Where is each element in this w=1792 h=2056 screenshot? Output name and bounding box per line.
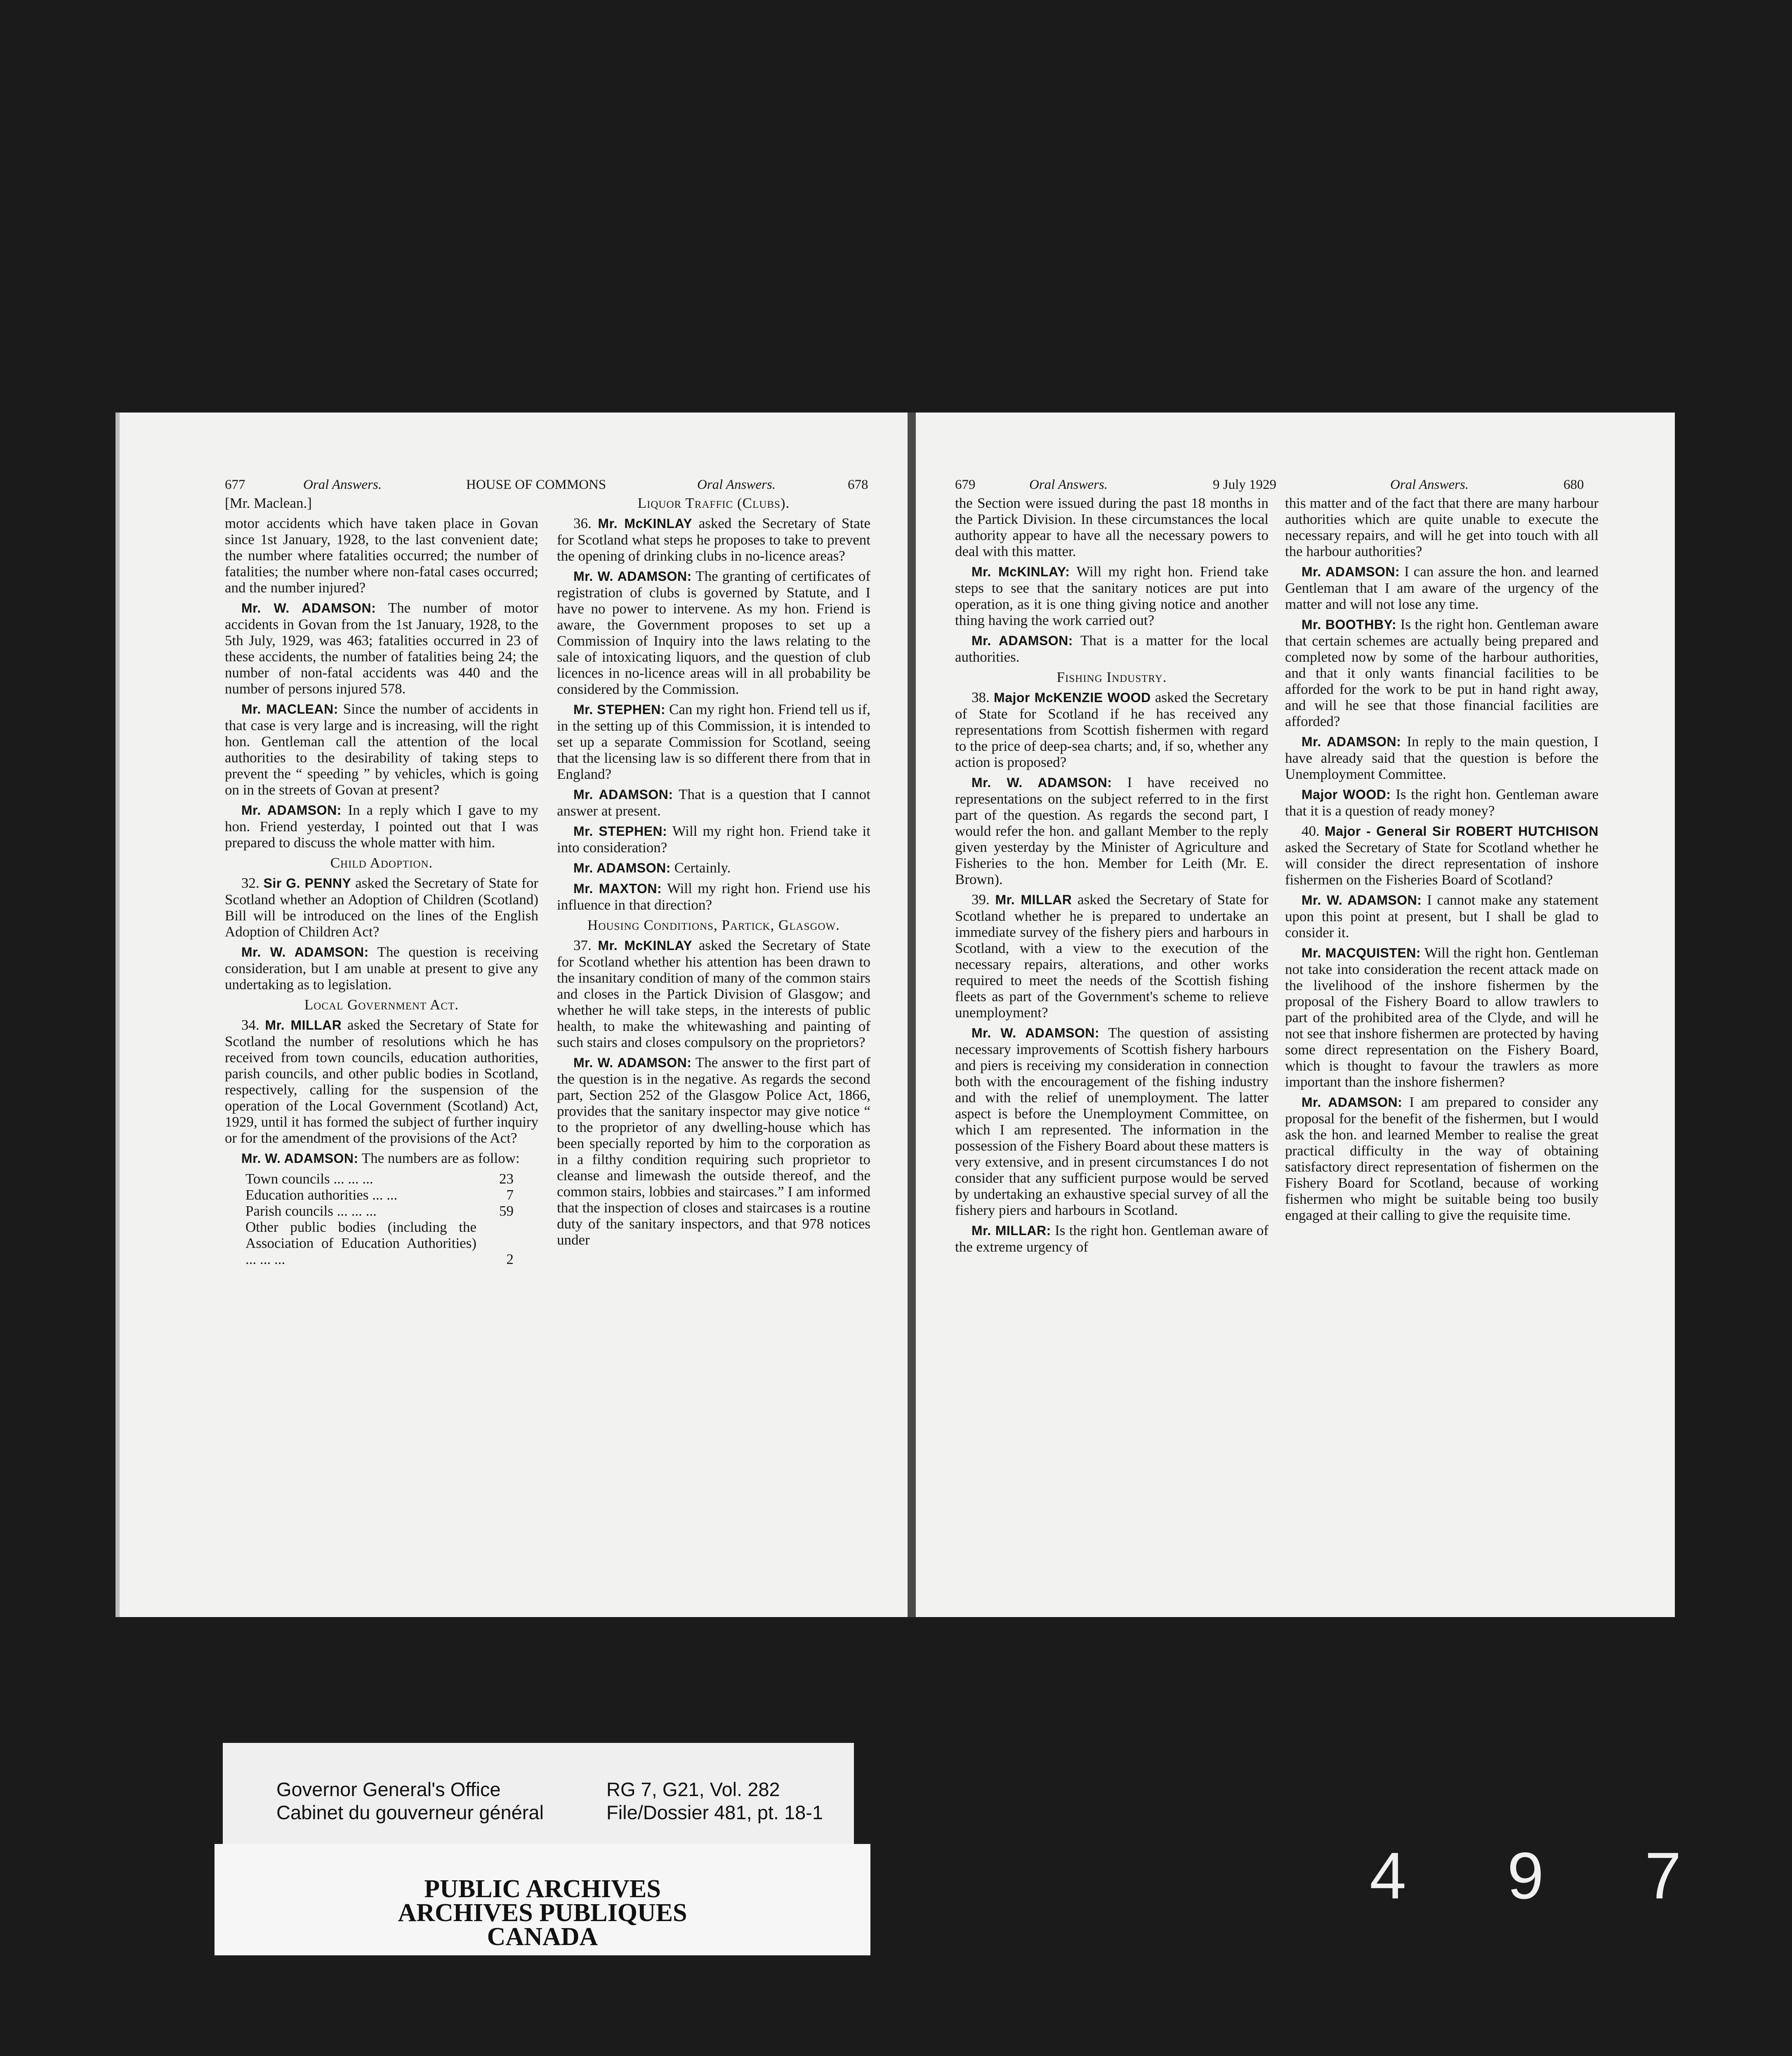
right-page: [916, 413, 1675, 1617]
frame-number: 4 9 7: [1370, 1839, 1723, 1912]
file-reference: File/Dossier 481, pt. 18-1: [606, 1801, 823, 1823]
archives-stamp: [215, 1844, 870, 1955]
paragraph: Mr. W. ADAMSON: The number of motor accidents in Govan from the 1st January, 1928, to the 5th July, 1929, was 463; fatalities occurred in 23 of these accidents, the number of fatalities being 24; the number of non-fatal accidents was 440 and the number of persons injured 578.: [225, 600, 538, 697]
speaker: Mr. MILLAR: [995, 892, 1072, 907]
paragraph: Mr. ADAMSON: That is a matter for the local authorities.: [955, 632, 1269, 665]
paragraph: Mr. ADAMSON: In a reply which I gave to my hon. Friend yesterday, I pointed out that I was prepared to discuss the whole matter with him.: [225, 802, 538, 851]
speaker: Sir G. PENNY: [263, 876, 351, 891]
paragraph: Mr. W. ADAMSON: The granting of certificates of registration of clubs is governed by Statute, and I have no power to intervene. As my hon. Friend is aware, the Government proposes to set up a Commission of Inquiry into the laws relating to the sale of intoxicating liquors, and the question of club licences in no-licence areas will in all probability be considered by the Commission.: [557, 568, 870, 697]
running-head: Oral Answers.: [1029, 477, 1108, 492]
table-row: Town councils ... ... ... 23: [245, 1171, 514, 1187]
paragraph: 40. Major - General Sir ROBERT HUTCHISON asked the Secretary of State for Scotland whether he will consider the direct representation of inshore fishermen on the Fisheries Board of Scotland?: [1285, 823, 1599, 888]
speaker: Mr. McKINLAY:: [971, 564, 1070, 579]
speaker: Major McKENZIE WOOD: [994, 690, 1151, 705]
left-page-header: [120, 474, 908, 495]
stamp-line: ARCHIVES PUBLIQUES: [398, 1899, 687, 1927]
left-page: [116, 413, 908, 1617]
paragraph: Mr. ADAMSON: Certainly.: [573, 860, 731, 876]
speaker: Mr. STEPHEN:: [573, 702, 666, 717]
table-row: Education authorities ... ... 7: [245, 1187, 514, 1203]
page-number: 680: [1563, 477, 1584, 492]
speaker: Mr. ADAMSON:: [573, 787, 673, 802]
table-row: Parish councils ... ... ... 59: [245, 1203, 514, 1219]
page-number: 677: [225, 477, 245, 492]
speaker: Mr. ADAMSON:: [1302, 734, 1401, 749]
speaker: Mr. W. ADAMSON:: [971, 1026, 1100, 1040]
paragraph: 37. Mr. McKINLAY asked the Secretary of State for Scotland whether his attention has been drawn to the insanitary condition of many of the common stairs and closes in the Partick Division of Glasgow; and whether he will take steps, in the interests of public health, to make the whitewashing and painting of such stairs and closes compulsory on the proprietors?: [557, 937, 870, 1050]
running-head: Oral Answers.: [1390, 477, 1469, 492]
speaker: Mr. MACLEAN:: [241, 702, 338, 717]
page-number: 679: [955, 477, 976, 492]
paragraph: Mr. MAXTON: Will my right hon. Friend use his influence in that direction?: [557, 880, 870, 913]
speaker: Mr. ADAMSON:: [573, 861, 671, 875]
paragraph: Mr. MACLEAN: Since the number of accidents in that case is very large and is increasing, will the right hon. Gentleman call the attention of the local authorities to the desirability of taking steps to prevent the “ speeding ” by vehicles, which is going on in the streets of Govan at present?: [225, 701, 538, 798]
section-heading: Child Adoption.: [330, 855, 433, 871]
speaker: Mr. W. ADAMSON:: [241, 601, 376, 615]
table-row: Other public bodies (including the Association of Education Authorities) ... ... ... 2: [245, 1219, 514, 1267]
speaker: Mr. McKINLAY: [598, 938, 693, 953]
paragraph: Mr. ADAMSON: I am prepared to consider any proposal for the benefit of the fishermen, but I would ask the hon. and learned Member to realise the great practical difficulty in the way of obtaining satisfactory direct representation of fishermen on the Fishery Board for Scotland, because of working fishermen who might be suitable being too busily engaged at their calling to give the requisite time.: [1285, 1094, 1599, 1223]
continuation-marker: [Mr. Maclean.]: [225, 495, 312, 511]
paragraph: Mr. STEPHEN: Will my right hon. Friend take it into consideration?: [557, 823, 870, 856]
speaker: Mr. BOOTHBY:: [1302, 617, 1397, 632]
paragraph: motor accidents which have taken place in Govan since 1st January, 1928, to the last convenient date; the number where fatalities occurred; the number of fatalities; the number where non-fatal cases occurred; and the number injured?: [225, 515, 538, 596]
running-head: Oral Answers.: [697, 477, 776, 492]
speaker: Mr. MACQUISTEN:: [1302, 945, 1421, 960]
office-name-en: Governor General's Office: [276, 1778, 501, 1800]
paragraph: Mr. W. ADAMSON: The answer to the first part of the question is in the negative. As regards the second part, Section 252 of the Glasgow Police Act, 1866, provides that the sanitary inspector may give notice “ to the proprietor of any dwelling-house which has been specially reported by him to the corporation as in a filthy condition requiring such proprietor to cleanse and limewash the outside thereof, and the common stairs, lobbies and staircases.” I am informed that the inspection of closes and staircases is a routine duty of the sanitary inspectors, and that 978 notices under: [557, 1054, 870, 1248]
section-heading: Housing Conditions, Partick, Glasgow.: [587, 917, 840, 933]
office-name-fr: Cabinet du gouverneur général: [276, 1801, 544, 1823]
speaker: Mr. MILLAR: [265, 1018, 342, 1033]
paragraph: Mr. W. ADAMSON: The question of assisting necessary improvements of Scottish fishery harbours and piers is receiving my consideration in connection both with the encouragement of the fishing industry and with the relief of unemployment. The latter aspect is before the Unemployment Committee, on which I am represented. The information in the possession of the Fishery Board about these matters is very extensive, and in present circumstances I do not consider that any sufficient purpose would be served by undertaking an exhaustive special survey of all the fishery piers and harbours in Scotland.: [955, 1025, 1269, 1218]
paragraph: Mr. STEPHEN: Can my right hon. Friend tell us if, in the setting up of this Commission, it is intended to set up a separate Commission for Scotland, seeing that the licensing law is so different there from that in England?: [557, 701, 870, 782]
speaker: Mr. ADAMSON:: [1302, 564, 1400, 579]
column-678: [557, 495, 870, 1551]
speaker: Mr. W. ADAMSON:: [241, 945, 369, 960]
section-heading: Liquor Traffic (Clubs).: [637, 495, 790, 511]
paragraph: the Section were issued during the past 18 months in the Partick Division. In these circumstances the local authority appear to have all the necessary powers to deal with this matter.: [955, 495, 1269, 559]
paragraph: Mr. ADAMSON: That is a question that I cannot answer at present.: [557, 786, 870, 819]
speaker: Mr. McKINLAY: [598, 516, 693, 531]
column-679: [955, 495, 1269, 1551]
stamp-line: PUBLIC ARCHIVES: [424, 1875, 661, 1903]
speaker: Mr. MILLAR:: [971, 1223, 1051, 1238]
paragraph: 39. Mr. MILLAR asked the Secretary of State for Scotland whether he is prepared to undertake an immediate survey of the fishery piers and harbours in Scotland, with a view to the execution of the necessary repairs, alterations, and other works required to meet the needs of the Scottish fishing fleets as part of the Government's scheme to relieve unemployment?: [955, 891, 1269, 1021]
paragraph: 34. Mr. MILLAR asked the Secretary of State for Scotland the number of resolutions which he has received from town councils, education authorities, parish councils, and other public bodies in Scotland, respectively, calling for the suspension of the operation of the Local Government (Scotland) Act, 1929, until it has formed the subject of further inquiry or for the amendment of the provisions of the Act?: [225, 1017, 538, 1146]
speaker: Mr. W. ADAMSON:: [573, 1055, 692, 1070]
section-heading: Fishing Industry.: [1056, 669, 1167, 685]
speaker: Mr. ADAMSON:: [241, 803, 342, 818]
paragraph: Mr. MILLAR: Is the right hon. Gentleman aware of the extreme urgency of: [955, 1222, 1269, 1255]
paragraph: 36. Mr. McKINLAY asked the Secretary of State for Scotland what steps he proposes to take to prevent the opening of drinking clubs in no-licence areas?: [557, 515, 870, 564]
paragraph: Mr. McKINLAY: Will my right hon. Friend take steps to see that the sanitary notices are put into operation, as it is one thing giving notice and another thing having the work carried out?: [955, 564, 1269, 628]
page-number: 678: [848, 477, 868, 492]
stamp-line: CANADA: [487, 1923, 598, 1951]
speaker: Mr. ADAMSON:: [1302, 1095, 1403, 1110]
running-head: Oral Answers.: [303, 477, 382, 492]
paragraph: Mr. ADAMSON: I can assure the hon. and learned Gentleman that I am aware of the urgency of the matter and will not lose any time.: [1285, 564, 1599, 612]
speaker: Mr. MAXTON:: [573, 881, 662, 896]
paragraph: Mr. W. ADAMSON: I have received no representations on the subject referred to in the first part of the question. As regards the second part, I would refer the hon. and gallant Member to the reply given yesterday by the Minister of Agriculture and Fisheries to the hon. Member for Leith (Mr. E. Brown).: [955, 774, 1269, 887]
section-heading: Local Government Act.: [304, 997, 459, 1013]
paragraph: Mr. W. ADAMSON: The numbers are as follow:: [241, 1150, 520, 1166]
paragraph: 32. Sir G. PENNY asked the Secretary of State for Scotland whether an Adoption of Children (Scotland) Bill will be introduced on the lines of the English Adoption of Children Act?: [225, 875, 538, 940]
speaker: Mr. W. ADAMSON:: [971, 775, 1112, 790]
speaker: Mr. W. ADAMSON:: [241, 1151, 358, 1166]
speaker: Major - General Sir ROBERT HUTCHISON: [1325, 824, 1599, 839]
column-677: [225, 495, 538, 1551]
record-group: RG 7, G21, Vol. 282: [606, 1778, 780, 1800]
paragraph: 38. Major McKENZIE WOOD asked the Secretary of State for Scotland if he has received any representations from Scottish fishermen with regard to the price of deep-sea charts; and, if so, whether any action is proposed?: [955, 689, 1269, 770]
paragraph: Mr. W. ADAMSON: The question is receiving consideration, but I am unable at present to give any undertaking as to legislation.: [225, 944, 538, 993]
date-heading: 9 July 1929: [1213, 477, 1277, 492]
speaker: Mr. W. ADAMSON:: [1302, 893, 1422, 908]
paragraph: this matter and of the fact that there are many harbour authorities which are quite unable to execute the necessary repairs, and will he get into touch with all the harbour authorities?: [1285, 495, 1599, 559]
resolutions-table: [245, 1171, 514, 1267]
speaker: Major WOOD:: [1302, 787, 1391, 802]
paragraph: Mr. ADAMSON: In reply to the main question, I have already said that the question is before the Unemployment Committee.: [1285, 733, 1599, 782]
paragraph: Mr. BOOTHBY: Is the right hon. Gentleman aware that certain schemes are actually being prepared and completed now by some of the harbour authorities, and that it only wants financial facilities to be afforded for the work to be put in hand right away, and will he see that those financial facilities are afforded?: [1285, 616, 1599, 729]
paragraph: Major WOOD: Is the right hon. Gentleman aware that it is a question of ready money?: [1285, 786, 1599, 819]
house-title: HOUSE OF COMMONS: [466, 477, 606, 492]
speaker: Mr. W. ADAMSON:: [573, 569, 692, 584]
speaker: Mr. ADAMSON:: [971, 633, 1073, 648]
paragraph: Mr. MACQUISTEN: Will the right hon. Gentleman not take into consideration the recent attack made on the livelihood of the inshore fishermen by the proposal of the Fishery Board to allow trawlers to part of the prohibited area of the Clyde, and will he not see that inshore fishermen are protected by having some direct representation on the Fishery Board, which is thought to favour the trawlers as more important than the inshore fishermen?: [1285, 945, 1599, 1090]
right-page-header: [916, 474, 1675, 495]
paragraph: Mr. W. ADAMSON: I cannot make any statement upon this point at present, but I shall be glad to consider it.: [1285, 892, 1599, 941]
speaker: Mr. STEPHEN:: [573, 824, 667, 839]
column-680: [1285, 495, 1599, 1551]
